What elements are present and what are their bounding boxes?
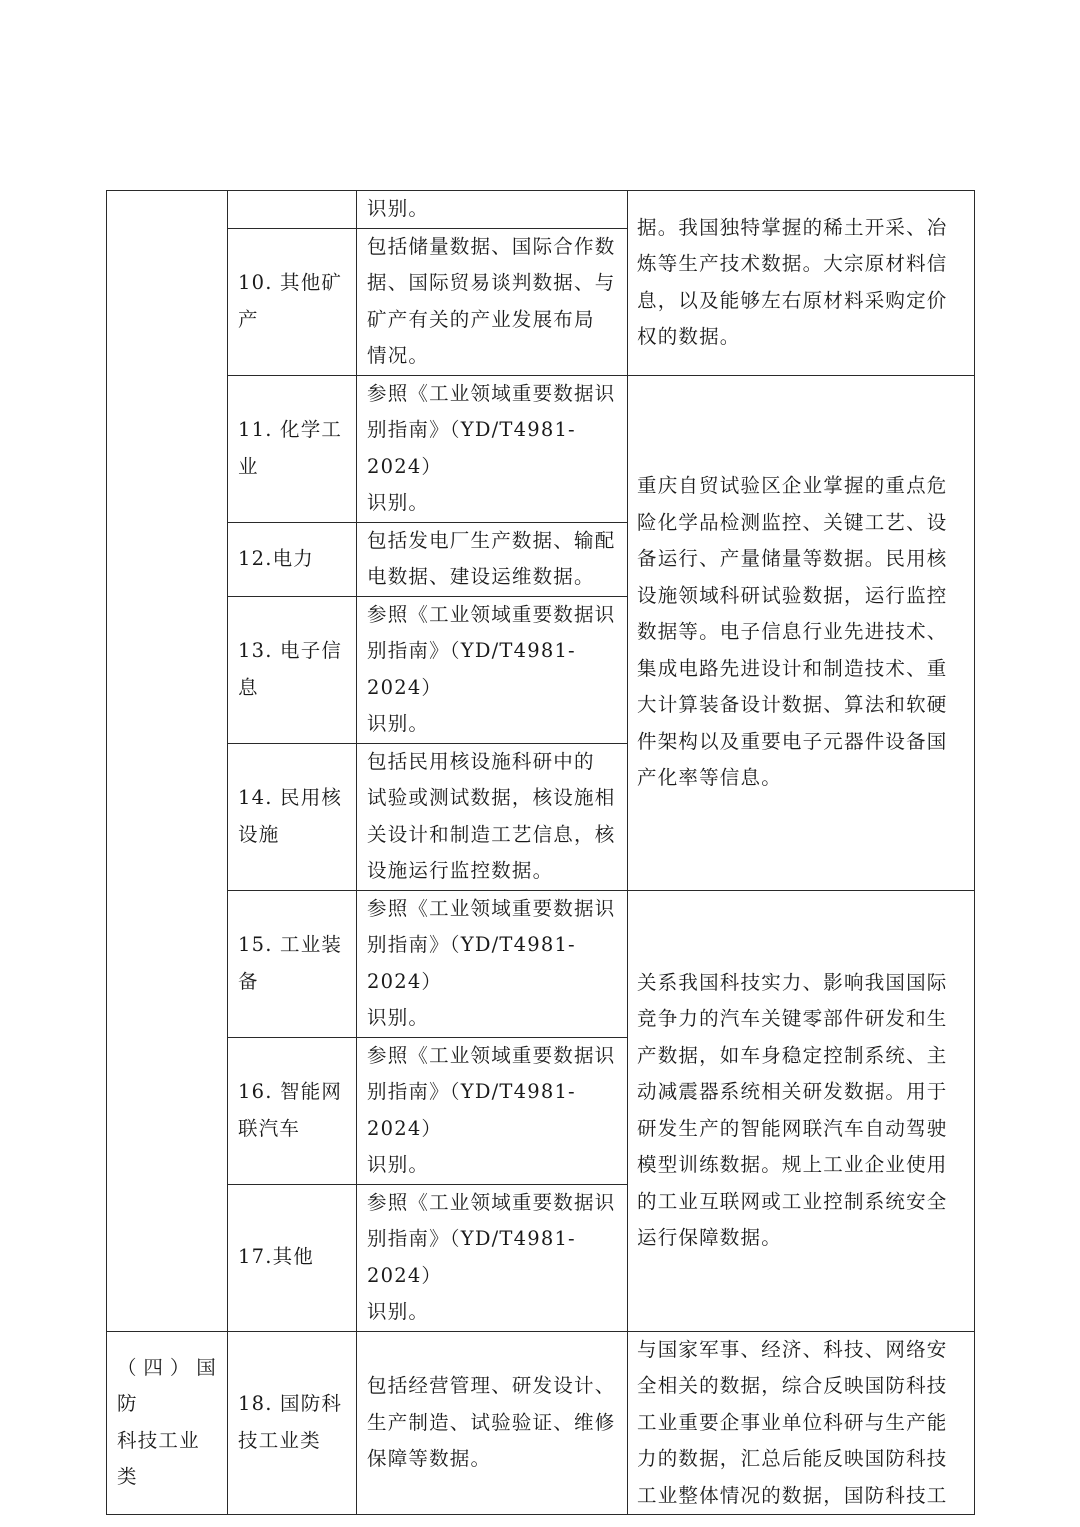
item-cell: 18. 国防科 技工业类 bbox=[228, 1331, 357, 1515]
important-data-cell: 据。我国独特掌握的稀土开采、冶 炼等生产技术数据。大宗原材料信 息，以及能够左右原材料采购定价 权的数据。 bbox=[628, 191, 975, 376]
important-data-cell: 关系我国科技实力、影响我国国际 竞争力的汽车关键零部件研发和生 产数据，如车身稳定控制系统、主 动减震器系统相关研发数据。用于 研发生产的智能网联汽车自动驾驶 模型训练数据。规上工业企业使用 的工业互联网或工业控制系统安全 运行保障数据。 bbox=[628, 890, 975, 1331]
table-row bbox=[107, 191, 975, 229]
item-cell: 11. 化学工 业 bbox=[228, 375, 357, 522]
item-cell: 16. 智能网 联汽车 bbox=[228, 1037, 357, 1184]
item-cell bbox=[228, 191, 357, 229]
item-cell: 17.其他 bbox=[228, 1184, 357, 1331]
description-cell: 包括发电厂生产数据、输配 电数据、建设运维数据。 bbox=[357, 522, 628, 596]
description-cell: 包括储量数据、国际合作数 据、国际贸易谈判数据、与 矿产有关的产业发展布局 情况。 bbox=[357, 228, 628, 375]
item-cell: 12.电力 bbox=[228, 522, 357, 596]
description-cell: 参照《工业领域重要数据识 别指南》（YD/T4981-2024） 识别。 bbox=[357, 1184, 628, 1331]
item-cell: 15. 工业装 备 bbox=[228, 890, 357, 1037]
description-cell: 包括民用核设施科研中的 试验或测试数据，核设施相 关设计和制造工艺信息，核 设施运行监控数据。 bbox=[357, 743, 628, 890]
description-cell: 参照《工业领域重要数据识 别指南》（YD/T4981-2024） 识别。 bbox=[357, 596, 628, 743]
description-cell: 包括经营管理、研发设计、 生产制造、试验验证、维修 保障等数据。 bbox=[357, 1331, 628, 1515]
table-row bbox=[107, 1331, 975, 1515]
table-row bbox=[107, 890, 975, 1037]
important-data-cell: 与国家军事、经济、科技、网络安 全相关的数据，综合反映国防科技 工业重要企事业单位科研与生产能 力的数据，汇总后能反映国防科技 工业整体情况的数据，国防科技工 bbox=[628, 1331, 975, 1515]
description-cell: 识别。 bbox=[357, 191, 628, 229]
item-cell: 14. 民用核 设施 bbox=[228, 743, 357, 890]
description-cell: 参照《工业领域重要数据识 别指南》（YD/T4981-2024） 识别。 bbox=[357, 890, 628, 1037]
description-cell: 参照《工业领域重要数据识 别指南》（YD/T4981-2024） 识别。 bbox=[357, 1037, 628, 1184]
category-cell: （四）国防 科技工业 类 bbox=[107, 1331, 228, 1515]
item-cell: 10. 其他矿 产 bbox=[228, 228, 357, 375]
important-data-cell: 重庆自贸试验区企业掌握的重点危 险化学品检测监控、关键工艺、设 备运行、产量储量等数据。民用核 设施领域科研试验数据，运行监控 数据等。电子信息行业先进技术、 集成电路先进设计和制造技术、重 大计算装备设计数据、算法和软硬 件架构以及重要电子元器件设备国 产化率等信息。 bbox=[628, 375, 975, 890]
item-cell: 13. 电子信 息 bbox=[228, 596, 357, 743]
data-catalog-table bbox=[106, 190, 975, 1515]
category-cell-empty bbox=[107, 191, 228, 1332]
table-row bbox=[107, 375, 975, 522]
description-cell: 参照《工业领域重要数据识 别指南》（YD/T4981-2024） 识别。 bbox=[357, 375, 628, 522]
